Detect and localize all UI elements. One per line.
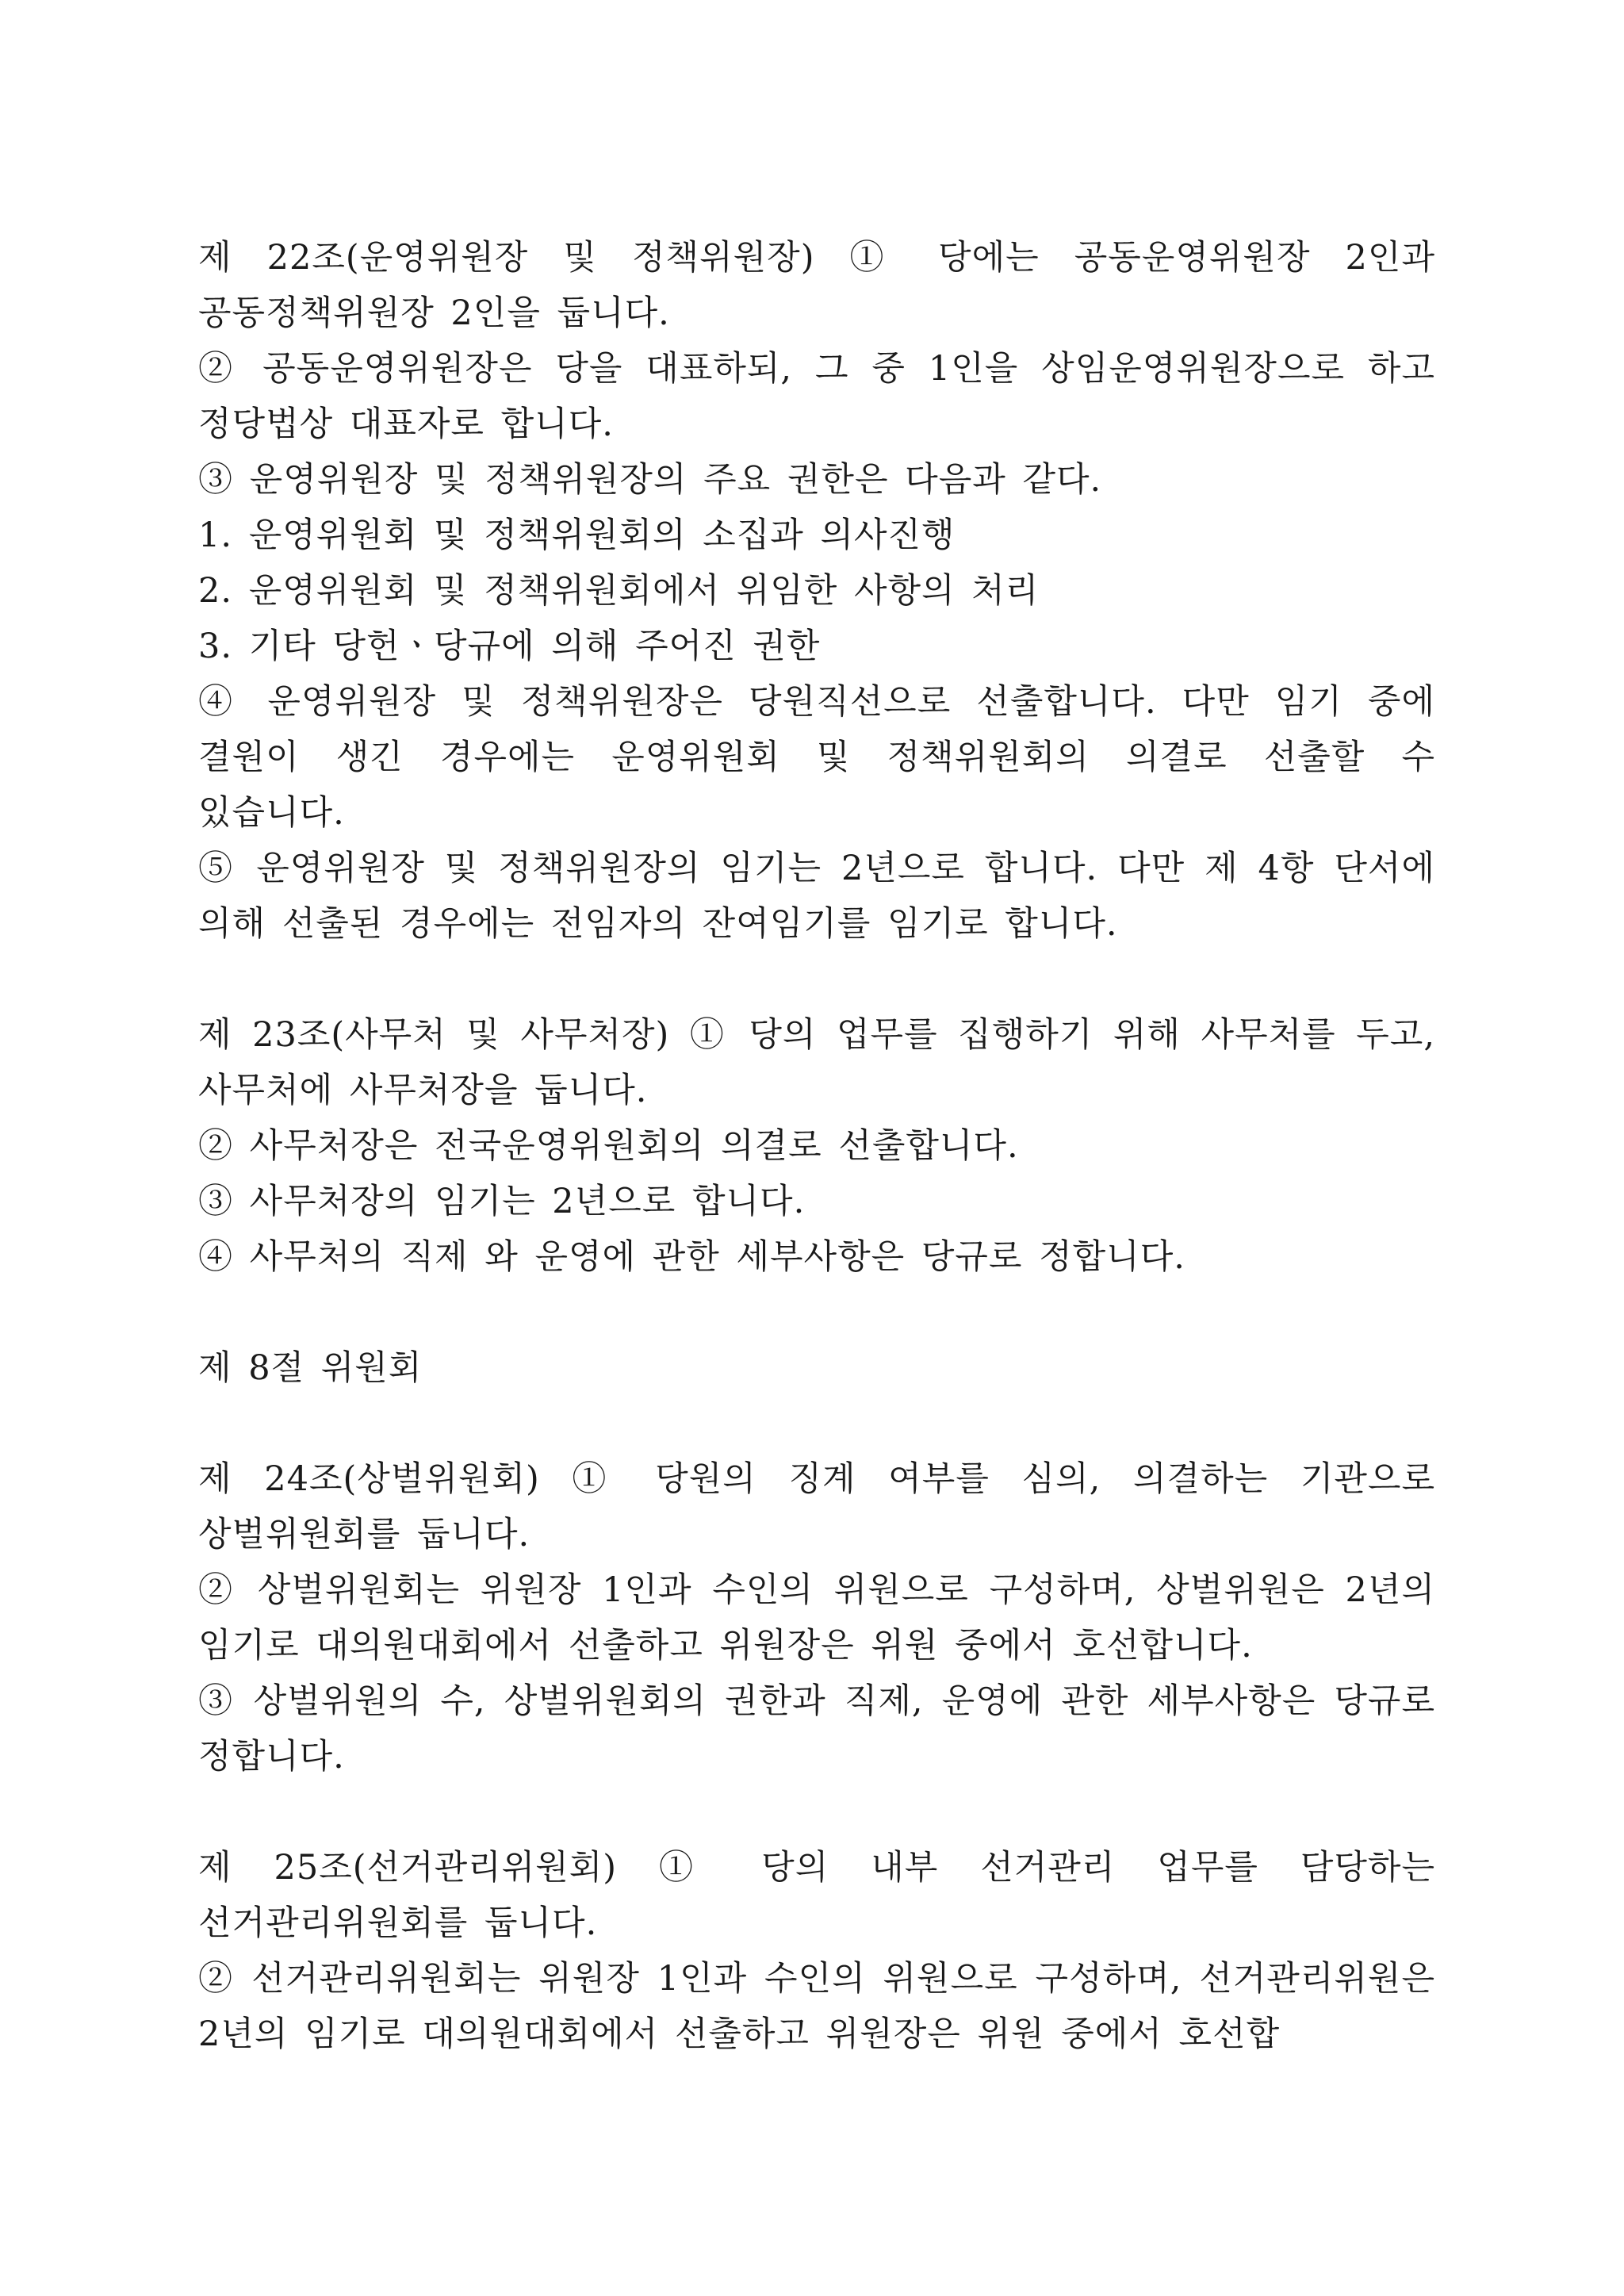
article-25-paragraph-1: 제 25조(선거관리위원회) ① 당의 내부 선거관리 업무를 담당하는 선거관리위원회를 둡니다. <box>198 1848 1435 1943</box>
article-22-item-3: 3. 기타 당헌ㆍ당규에 의해 주어진 권한 <box>198 627 821 666</box>
section-8-title: 제 8절 위원회 <box>198 1348 423 1388</box>
article-24-paragraph-3: ③ 상벌위원의 수, 상벌위원회의 권한과 직제, 운영에 관한 세부사항은 당규로 정합니다. <box>198 1681 1435 1777</box>
article-24-paragraph-2: ② 상벌위원회는 위원장 1인과 수인의 위원으로 구성하며, 상벌위원은 2년의 임기로 대의원대회에서 선출하고 위원장은 위원 중에서 호선합니다. <box>198 1570 1435 1665</box>
article-23-paragraph-3: ③ 사무처장의 임기는 2년으로 합니다. <box>198 1182 806 1221</box>
article-25-paragraph-2: ② 선거관리위원회는 위원장 1인과 수인의 위원으로 구성하며, 선거관리위원은 2년의 임기로 대의원대회에서 선출하고 위원장은 위원 중에서 호선합 <box>198 1959 1435 2054</box>
article-22 <box>198 230 1435 952</box>
spacer <box>198 1285 1435 1340</box>
article-22-paragraph-3: ③ 운영위원장 및 정책위원장의 주요 권한은 다음과 같다. <box>198 460 1102 500</box>
article-23-paragraph-1: 제 23조(사무처 및 사무처장) ① 당의 업무를 집행하기 위해 사무처를 두고, 사무처에 사무처장을 둡니다. <box>198 1015 1435 1110</box>
spacer <box>198 1396 1435 1451</box>
article-24 <box>198 1451 1435 1784</box>
article-22-item-1: 1. 운영위원회 및 정책위원회의 소집과 의사진행 <box>198 516 956 555</box>
article-22-item-2: 2. 운영위원회 및 정책위원회에서 위임한 사항의 처리 <box>198 571 1040 611</box>
article-23-paragraph-4: ④ 사무처의 직제 와 운영에 관한 세부사항은 당규로 정합니다. <box>198 1237 1185 1277</box>
spacer <box>198 1784 1435 1840</box>
document-page <box>198 230 1435 2062</box>
article-22-paragraph-5: ⑤ 운영위원장 및 정책위원장의 임기는 2년으로 합니다. 다만 제 4항 단서에 의해 선출된 경우에는 전임자의 잔여임기를 임기로 합니다. <box>198 849 1435 944</box>
article-23-paragraph-2: ② 사무처장은 전국운영위원회의 의결로 선출합니다. <box>198 1126 1019 1166</box>
article-23 <box>198 1007 1435 1285</box>
article-22-paragraph-2: ② 공동운영위원장은 당을 대표하되, 그 중 1인을 상임운영위원장으로 하고 정당법상 대표자로 합니다. <box>198 349 1435 444</box>
article-24-paragraph-1: 제 24조(상벌위원회) ① 당원의 징계 여부를 심의, 의결하는 기관으로 상벌위원회를 둡니다. <box>198 1459 1435 1554</box>
article-22-paragraph-4: ④ 운영위원장 및 정책위원장은 당원직선으로 선출합니다. 다만 임기 중에 결원이 생긴 경우에는 운영위원회 및 정책위원회의 의결로 선출할 수 있습니다. <box>198 682 1435 833</box>
article-22-paragraph-1: 제 22조(운영위원장 및 정책위원장) ① 당에는 공동운영위원장 2인과 공동정책위원장 2인을 둡니다. <box>198 238 1435 333</box>
article-25 <box>198 1840 1435 2062</box>
spacer <box>198 952 1435 1007</box>
